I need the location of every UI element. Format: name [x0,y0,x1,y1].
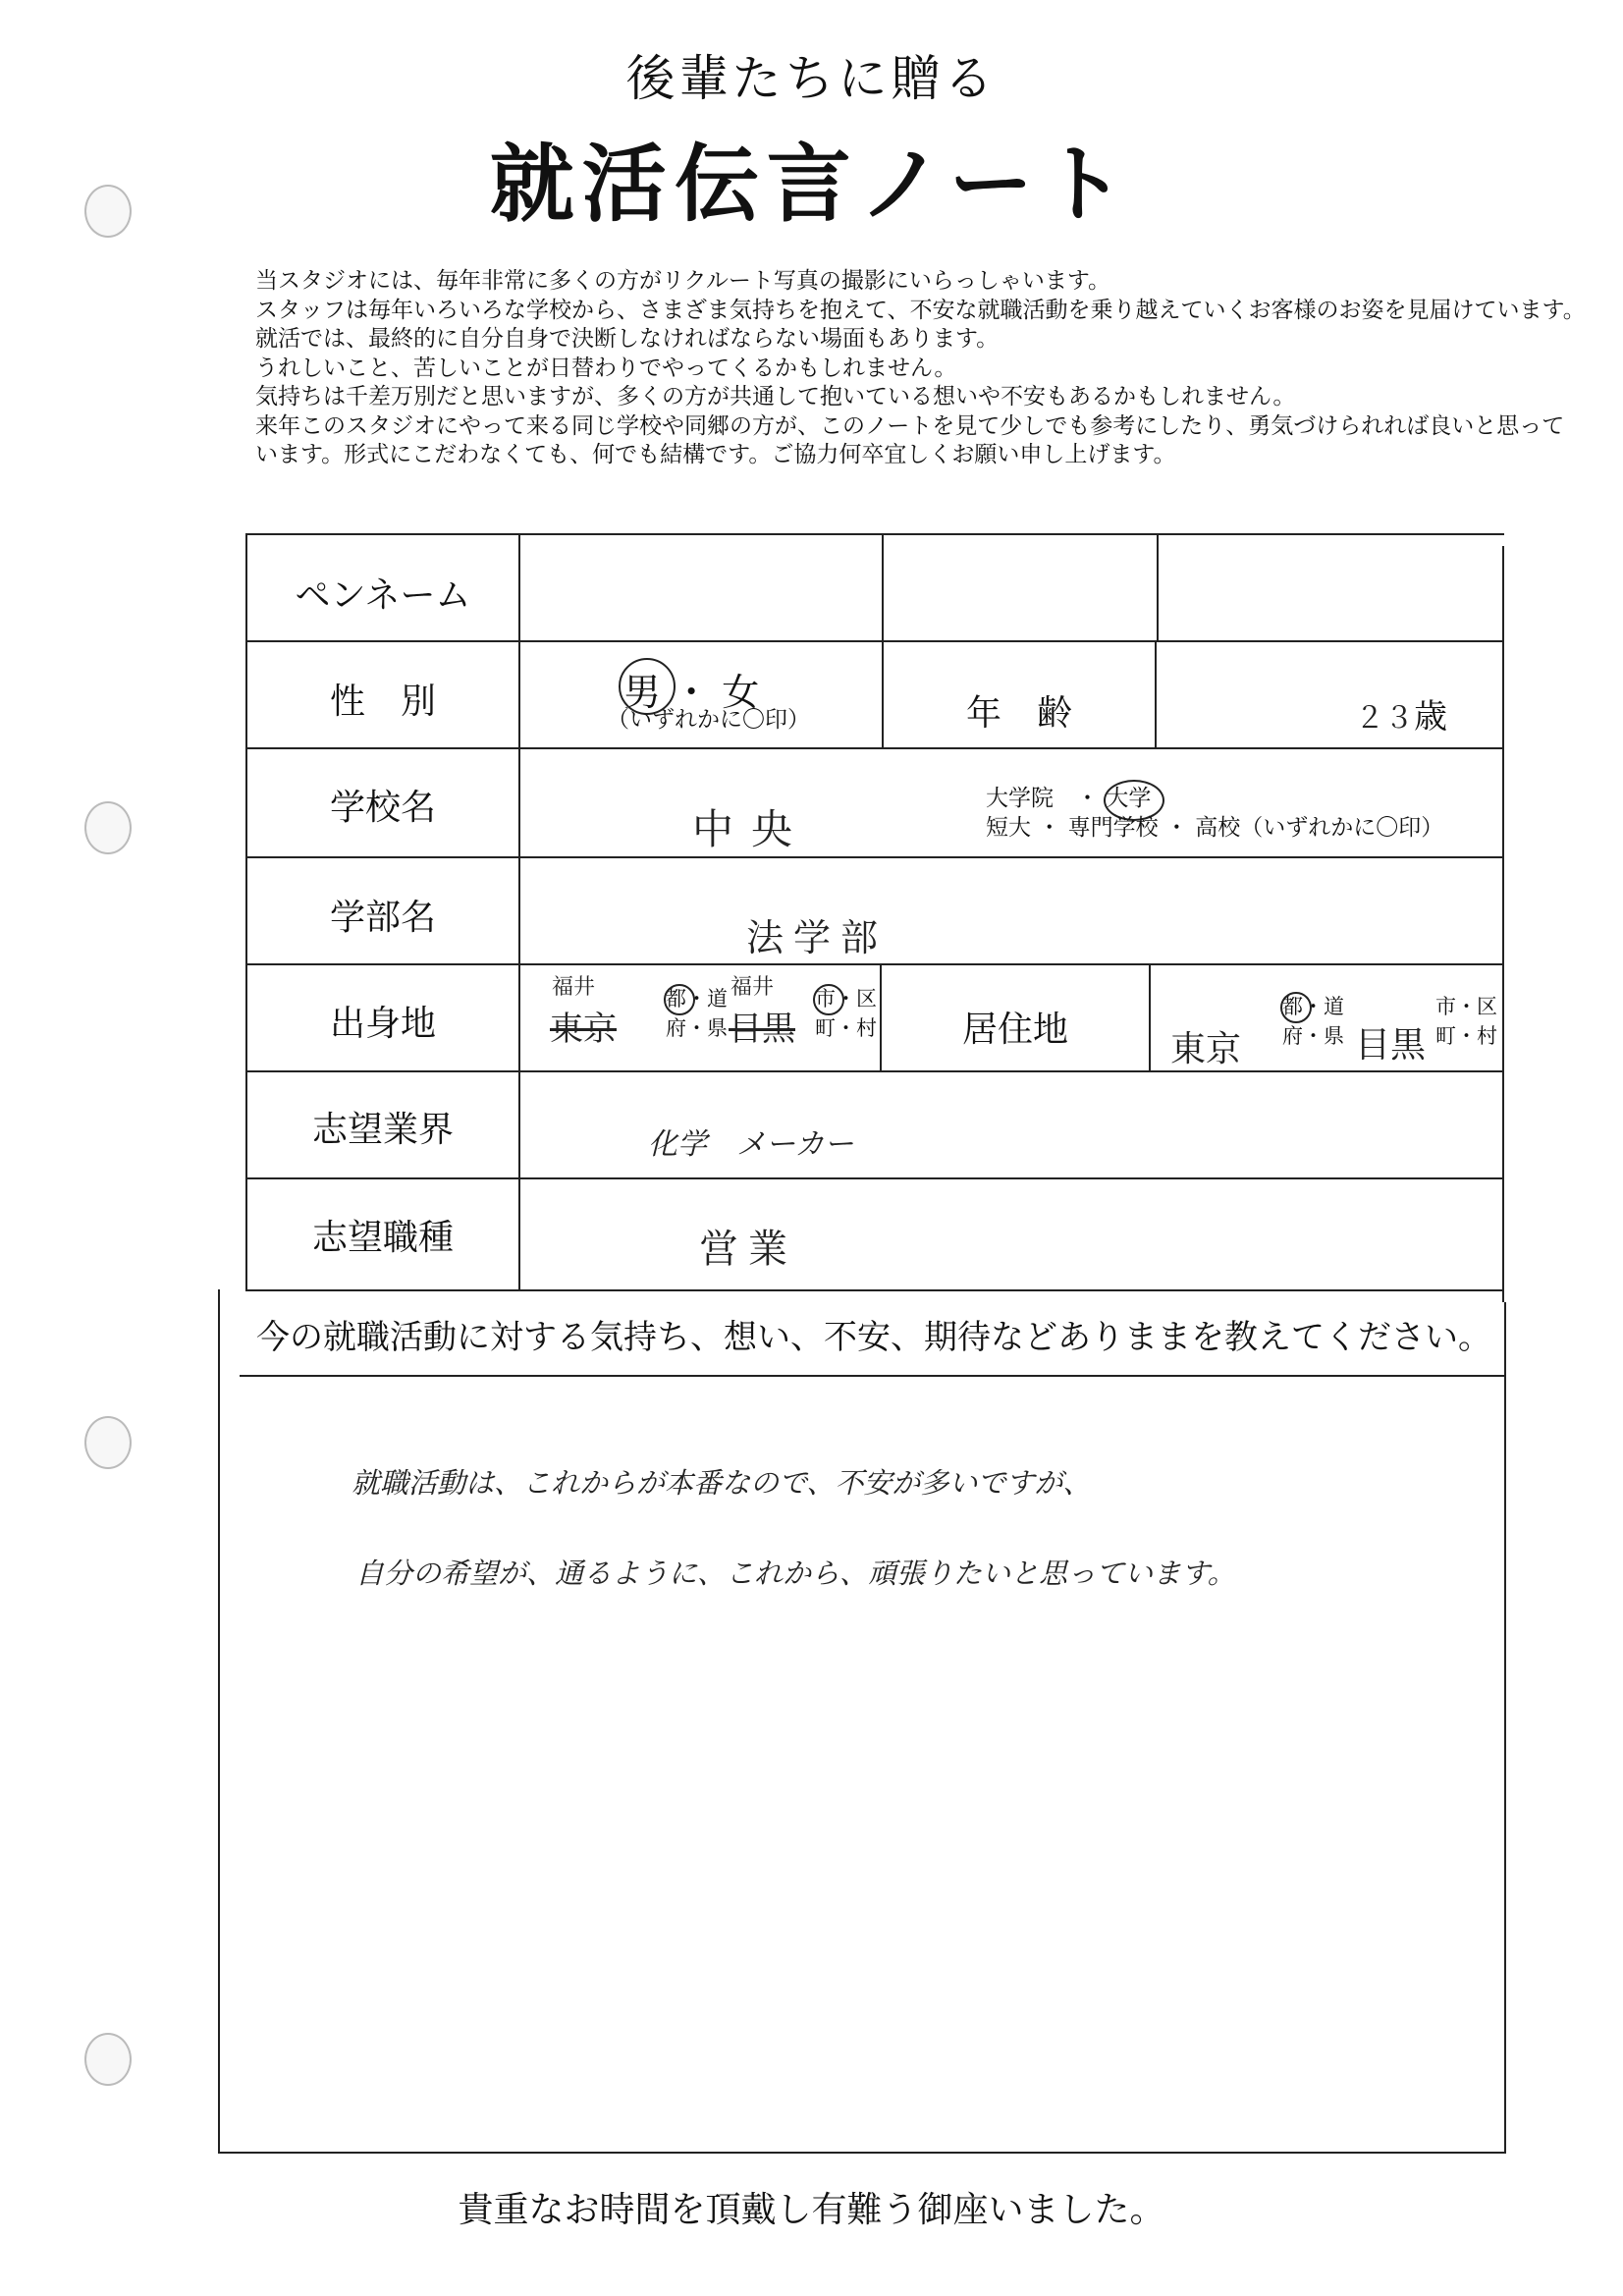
binder-hole [84,1416,132,1469]
hometown-city-correction: 福井 [730,975,775,1000]
pref-units-1: 都・道 [666,987,728,1011]
footer-thanks: 貴重なお時間を頂戴し有難う御座いました。 [458,2190,1165,2230]
residence-city-units-2: 町・村 [1435,1024,1497,1048]
binder-hole [84,801,132,854]
intro-line: 気持ちは千差万別だと思いますが、多くの方が共通して抱いている想いや不安もあるかもしれません。 [255,384,1296,410]
gender-male: 男 [623,671,662,714]
faculty-label: 学部名 [329,898,436,938]
residence-pref-units-1: 都・道 [1282,995,1344,1018]
residence-city-units-1: 市・区 [1435,995,1497,1018]
age-unit: 歳 [1414,697,1447,737]
answer-line: 就職活動は、これからが本番なので、不安が多いですが、 [352,1466,1092,1500]
intro-text [255,267,1591,470]
pref-units-2: 府・県 [666,1016,728,1040]
intro-line: 来年このスタジオにやって来る同じ学校や同郷の方が、このノートを見て少しでも参考にしたり、勇気づけられれば良いと思って [255,412,1565,439]
school-type-line1: 大学院 ・ 大学 [986,786,1152,811]
pen-name-label: ペンネーム [295,575,471,616]
intro-line: 就活では、最終的に自分自身で決断しなければならない場面もあります。 [255,326,1000,352]
age-value: ２３ [1355,701,1414,736]
hometown-pref-correction: 福井 [552,975,596,1000]
hometown-pref-struck: 東京 [550,1010,617,1049]
intro-line: うれしいこと、苦しいことが日替わりでやってくるかもしれません。 [255,355,957,381]
intro-line: スタッフは毎年いろいろな学校から、さまざま気持ちを抱えて、不安な就職活動を乗り越えていくお客様のお姿を見届けています。 [255,297,1586,323]
answer-line: 自分の希望が、通るように、これから、頑張りたいと思っています。 [355,1557,1236,1590]
subtitle: 後輩たちに贈る [625,50,998,107]
residence-pref: 東京 [1170,1029,1242,1069]
job-label: 志望職種 [311,1218,454,1258]
industry-label: 志望業界 [311,1110,454,1150]
gender-female: 女 [722,671,760,714]
hometown-city-struck: 目黒 [729,1010,795,1049]
residence-pref-circle [1280,992,1312,1023]
page-title: 就活伝言ノート [489,136,1134,234]
school-type-university: 大学 [1106,786,1152,811]
intro-line: います。形式にこだわなくても、何でも結構です。ご協力何卒宜しくお願い申し上げます。 [255,442,1176,467]
age-field [1355,689,1447,738]
city-circle [813,984,844,1015]
job-value: 営業 [699,1227,797,1272]
age-label: 年 齢 [965,693,1072,734]
residence-pref-units-2: 府・県 [1282,1024,1344,1048]
faculty-value: 法学部 [746,916,889,959]
residence-city: 目黒 [1355,1025,1427,1066]
city-units-2: 町・村 [815,1016,877,1040]
gender-note: （いずれかに〇印） [607,707,810,733]
residence-label: 居住地 [961,1010,1068,1050]
industry-value: 化学 メーカー [648,1127,854,1162]
school-type-line2: 短大 ・ 専門学校 ・ 高校（いずれかに〇印） [986,815,1444,841]
binder-hole [84,2033,132,2086]
hometown-label: 出身地 [329,1004,436,1044]
pref-circle [664,984,695,1015]
gender-label: 性 別 [329,682,436,722]
school-label: 学校名 [329,788,436,828]
school-value: 中央 [692,805,811,853]
intro-line: 当スタジオには、毎年非常に多くの方がリクルート写真の撮影にいらっしゃいます。 [255,268,1111,294]
gender-separator: ・ [673,671,711,714]
city-units-1: 市・区 [815,987,877,1011]
question-prompt: 今の就職活動に対する気持ち、想い、不安、期待などありままを教えてください。 [256,1318,1491,1357]
